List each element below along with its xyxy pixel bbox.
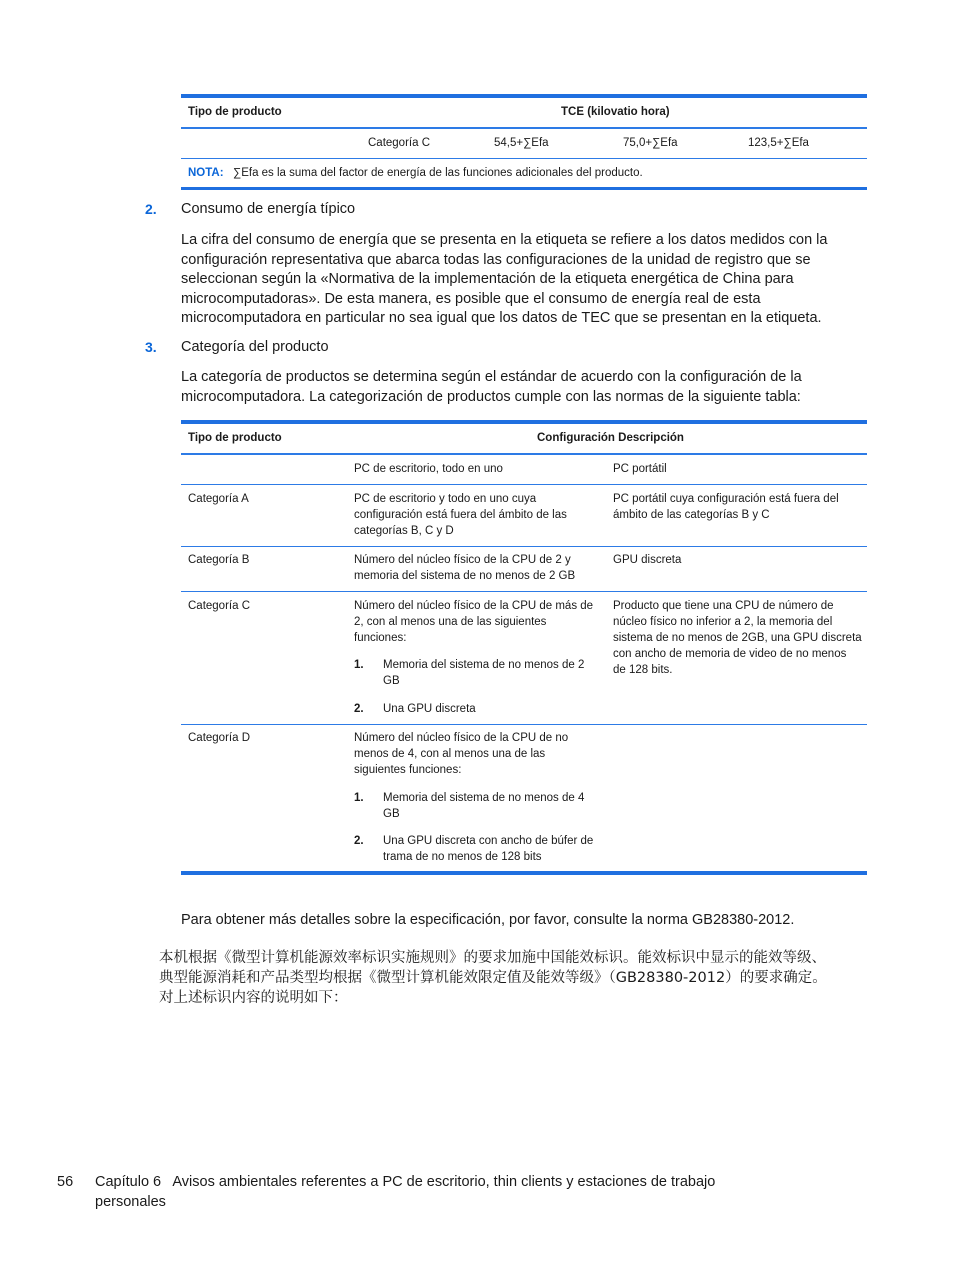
cell-line: categorías B, C y D (354, 525, 454, 537)
table2-subheader-laptop: PC portátil (613, 463, 667, 475)
cell-line: configuración está fuera del ámbito de las (354, 509, 567, 521)
chinese-paragraph (159, 948, 899, 1008)
item2-line: La cifra del consumo de energía que se presenta en la etiqueta se refiere a los datos medidos con la (181, 232, 828, 248)
chinese-line: 典型能源消耗和产品类型均根据《微型计算机能效限定值及能效等级》（GB28380-2012）的要求确定。 (159, 970, 827, 986)
item2-title: Consumo de energía típico (181, 201, 356, 217)
cell-line: funciones: (354, 632, 407, 644)
table1-header-rule (181, 127, 867, 129)
table2-cat-c-desktop (354, 598, 599, 646)
table2-cat-a-label: Categoría A (188, 493, 249, 505)
item2-line: microcomputadoras». De esta manera, es posible que el consumo de energía real de esta (181, 290, 761, 307)
table2-cat-b-desktop (354, 552, 599, 584)
item2-line: microcomputadora en particular no sea igual que los datos de TEC que se presentan en la etiqueta. (181, 310, 822, 326)
table2-cat-c-sub1-number: 1. (354, 659, 364, 671)
cell-line: núcleo físico no inferior a 2, la memoria del (613, 616, 833, 628)
cell-line: siguientes funciones: (354, 764, 462, 776)
table2-subheader-desktop: PC de escritorio, todo en uno (354, 463, 503, 475)
table2-cat-c-sub2-number: 2. (354, 703, 364, 715)
chapter-title-line: Capítulo 6 Avisos ambientales referentes a PC de escritorio, thin clients y estaciones de trabajo (95, 1174, 716, 1190)
cell-line: Número del núcleo físico de la CPU de 2 y (354, 554, 571, 566)
item2-number: 2. (145, 201, 157, 217)
table2-cat-d-sub2-number: 2. (354, 835, 364, 847)
chinese-line: 本机根据《微型计算机能源效率标识实施规则》的要求加施中国能效标识。能效标识中显示的能效等级、 (159, 950, 826, 966)
table2-cat-a-desktop (354, 491, 599, 539)
table1-value-2: 75,0+∑Efa (623, 137, 678, 149)
table2-header-rule (181, 453, 867, 455)
table1-bottom-rule (181, 187, 867, 190)
item2-paragraph (181, 231, 881, 329)
table2-row-rule (181, 591, 867, 592)
cell-line: Producto que tiene una CPU de número de (613, 600, 834, 612)
table1-header-product-type: Tipo de producto (188, 106, 282, 118)
table1-row-rule (181, 158, 867, 159)
cell-line: menos de 4, con al menos una de las (354, 748, 546, 760)
cell-line: sistema de no menos de 2GB, una GPU discreta (613, 632, 862, 644)
chinese-line: 对上述标识内容的说明如下： (159, 990, 348, 1006)
table2-cat-c-sub2 (383, 701, 598, 717)
table2-cat-b-label: Categoría B (188, 554, 250, 566)
table2-row-rule (181, 546, 867, 547)
table2-cat-d-label: Categoría D (188, 732, 251, 744)
item3-number: 3. (145, 339, 157, 355)
cell-line: Una GPU discreta con ancho de búfer de (383, 835, 594, 847)
item3-line: microcomputadora. La categorización de productos cumple con las normas de la siguiente tabla: (181, 388, 801, 405)
table2-cat-b-laptop (613, 552, 863, 568)
cell-line: Una GPU discreta (383, 703, 476, 715)
table1-note-label: NOTA: (188, 167, 224, 179)
table2-row-rule (181, 724, 867, 725)
table2-cat-c-laptop (613, 598, 865, 678)
table2-cat-d-sub2 (383, 833, 598, 865)
table2-row-rule (181, 484, 867, 485)
cell-line: GB (383, 808, 400, 820)
cell-line: GB (383, 675, 400, 687)
item3-line: La categoría de productos se determina según el estándar de acuerdo con la configuración de la (181, 369, 802, 385)
cell-line: de 128 bits. (613, 664, 673, 676)
table2-cat-d-sub1-number: 1. (354, 792, 364, 804)
item2-line: configuración representativa que abarca todas las configuraciones de la unidad de registro que se (181, 251, 811, 268)
table2-header-product-type: Tipo de producto (188, 432, 282, 444)
cell-line: ámbito de las categorías B y C (613, 509, 770, 521)
table2-header-config: Configuración Descripción (537, 432, 684, 444)
chapter-title (95, 1173, 795, 1212)
cell-line: Número del núcleo físico de la CPU de más de (354, 600, 594, 612)
cell-line: PC de escritorio y todo en uno cuya (354, 493, 537, 505)
table2-cat-c-sub1 (383, 657, 598, 689)
table2-cat-d-sub1 (383, 790, 598, 822)
table1-value-1: 54,5+∑Efa (494, 137, 549, 149)
table1-top-rule (181, 94, 867, 98)
table2-top-rule (181, 420, 867, 424)
table1-header-tce: TCE (kilovatio hora) (561, 106, 670, 118)
cell-line: GPU discreta (613, 554, 682, 566)
item3-title: Categoría del producto (181, 339, 329, 355)
cell-line: memoria del sistema de no menos de 2 GB (354, 570, 576, 582)
cell-line: con ancho de memoria de video de no menos (613, 648, 847, 660)
table2-cat-a-laptop (613, 491, 863, 523)
cell-line: Memoria del sistema de no menos de 2 (383, 659, 585, 671)
page-number: 56 (57, 1174, 74, 1190)
cell-line: trama de no menos de 128 bits (383, 851, 542, 863)
more-details-text: Para obtener más detalles sobre la especificación, por favor, consulte la norma GB28380-2012. (181, 912, 795, 928)
table1-note-text: ∑Efa es la suma del factor de energía de las funciones adicionales del producto. (233, 167, 643, 179)
chapter-title-line: personales (95, 1193, 166, 1210)
table2-cat-d-desktop (354, 730, 599, 778)
item2-line: seleccionan según la «Normativa de la implementación de la etiqueta energética de China para (181, 271, 794, 287)
table1-value-3: 123,5+∑Efa (748, 137, 809, 149)
item3-paragraph (181, 368, 881, 407)
table2-cat-c-label: Categoría C (188, 600, 251, 612)
cell-line: PC portátil cuya configuración está fuera del (613, 493, 839, 505)
cell-line: 2, con al menos una de las siguientes (354, 616, 547, 628)
cell-line: Número del núcleo físico de la CPU de no (354, 732, 569, 744)
cell-line: Memoria del sistema de no menos de 4 (383, 792, 585, 804)
table1-category-c: Categoría C (368, 137, 431, 149)
table2-bottom-rule (181, 871, 867, 875)
